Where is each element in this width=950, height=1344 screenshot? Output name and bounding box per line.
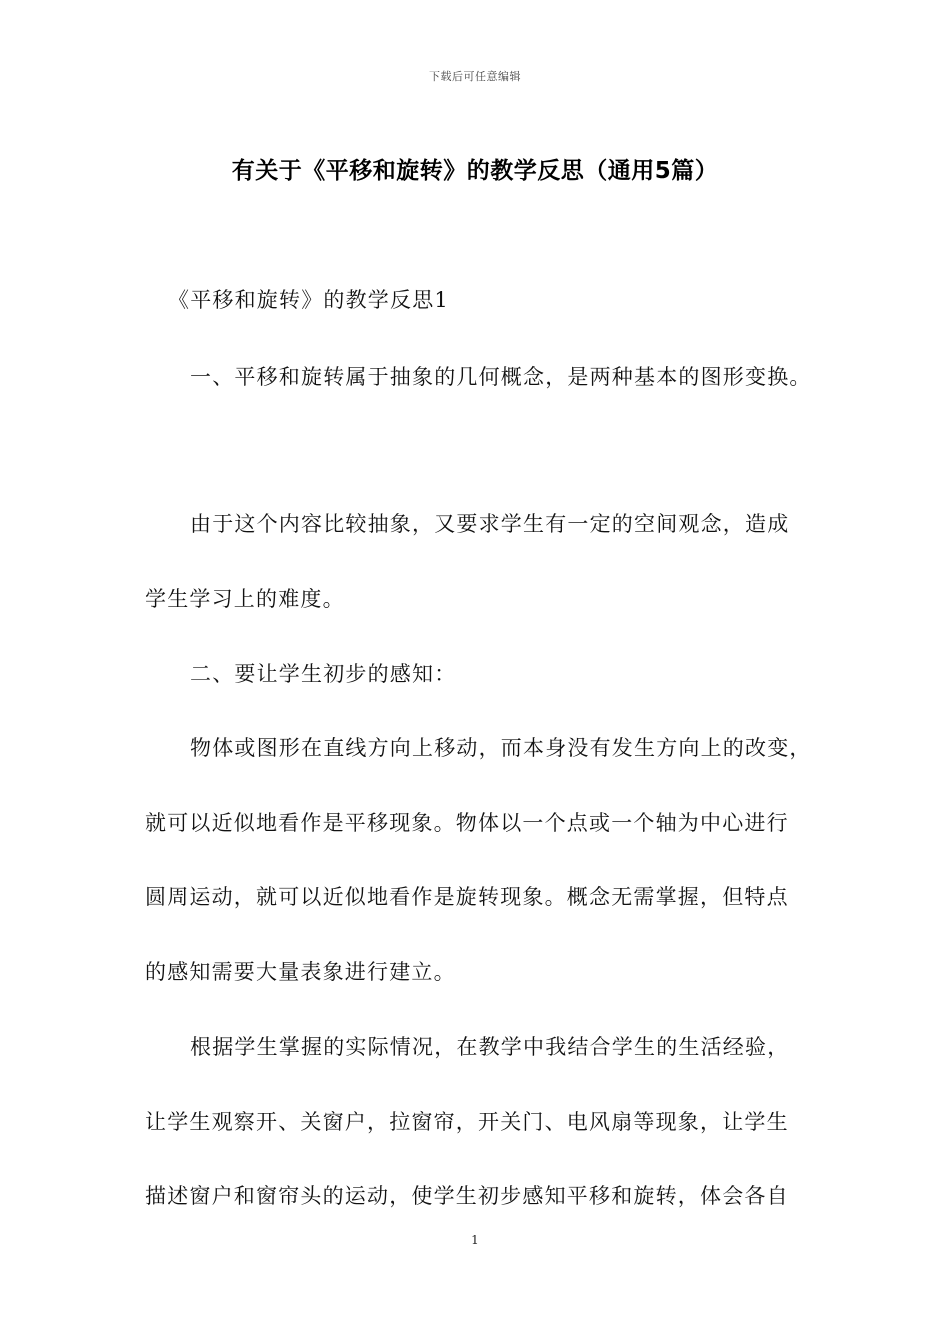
paragraph-line: 物体或图形在直线方向上移动，而本身没有发生方向上的改变，	[190, 736, 812, 760]
paragraph-line: 一、平移和旋转属于抽象的几何概念，是两种基本的图形变换。	[190, 365, 812, 389]
paragraph-line: 描述窗户和窗帘头的运动，使学生初步感知平移和旋转，体会各自	[145, 1184, 789, 1208]
paragraph-line: 就可以近似地看作是平移现象。物体以一个点或一个轴为中心进行	[145, 811, 789, 835]
paragraph-line: 学生学习上的难度。	[145, 587, 345, 611]
section-heading: 《平移和旋转》的教学反思1	[168, 288, 449, 312]
page-number: 1	[471, 1233, 479, 1247]
document-title: 有关于《平移和旋转》的教学反思（通用5篇）	[231, 158, 719, 184]
paragraph-line: 由于这个内容比较抽象，又要求学生有一定的空间观念，造成	[190, 512, 790, 536]
paragraph-line: 让学生观察开、关窗户，拉窗帘，开关门、电风扇等现象，让学生	[145, 1110, 789, 1134]
page-header-note: 下载后可任意编辑	[429, 70, 521, 83]
paragraph-line: 圆周运动，就可以近似地看作是旋转现象。概念无需掌握，但特点	[145, 885, 789, 909]
paragraph-line: 根据学生掌握的实际情况，在教学中我结合学生的生活经验，	[190, 1035, 790, 1059]
paragraph-line: 二、要让学生初步的感知：	[190, 662, 457, 686]
paragraph-line: 的感知需要大量表象进行建立。	[145, 960, 456, 984]
